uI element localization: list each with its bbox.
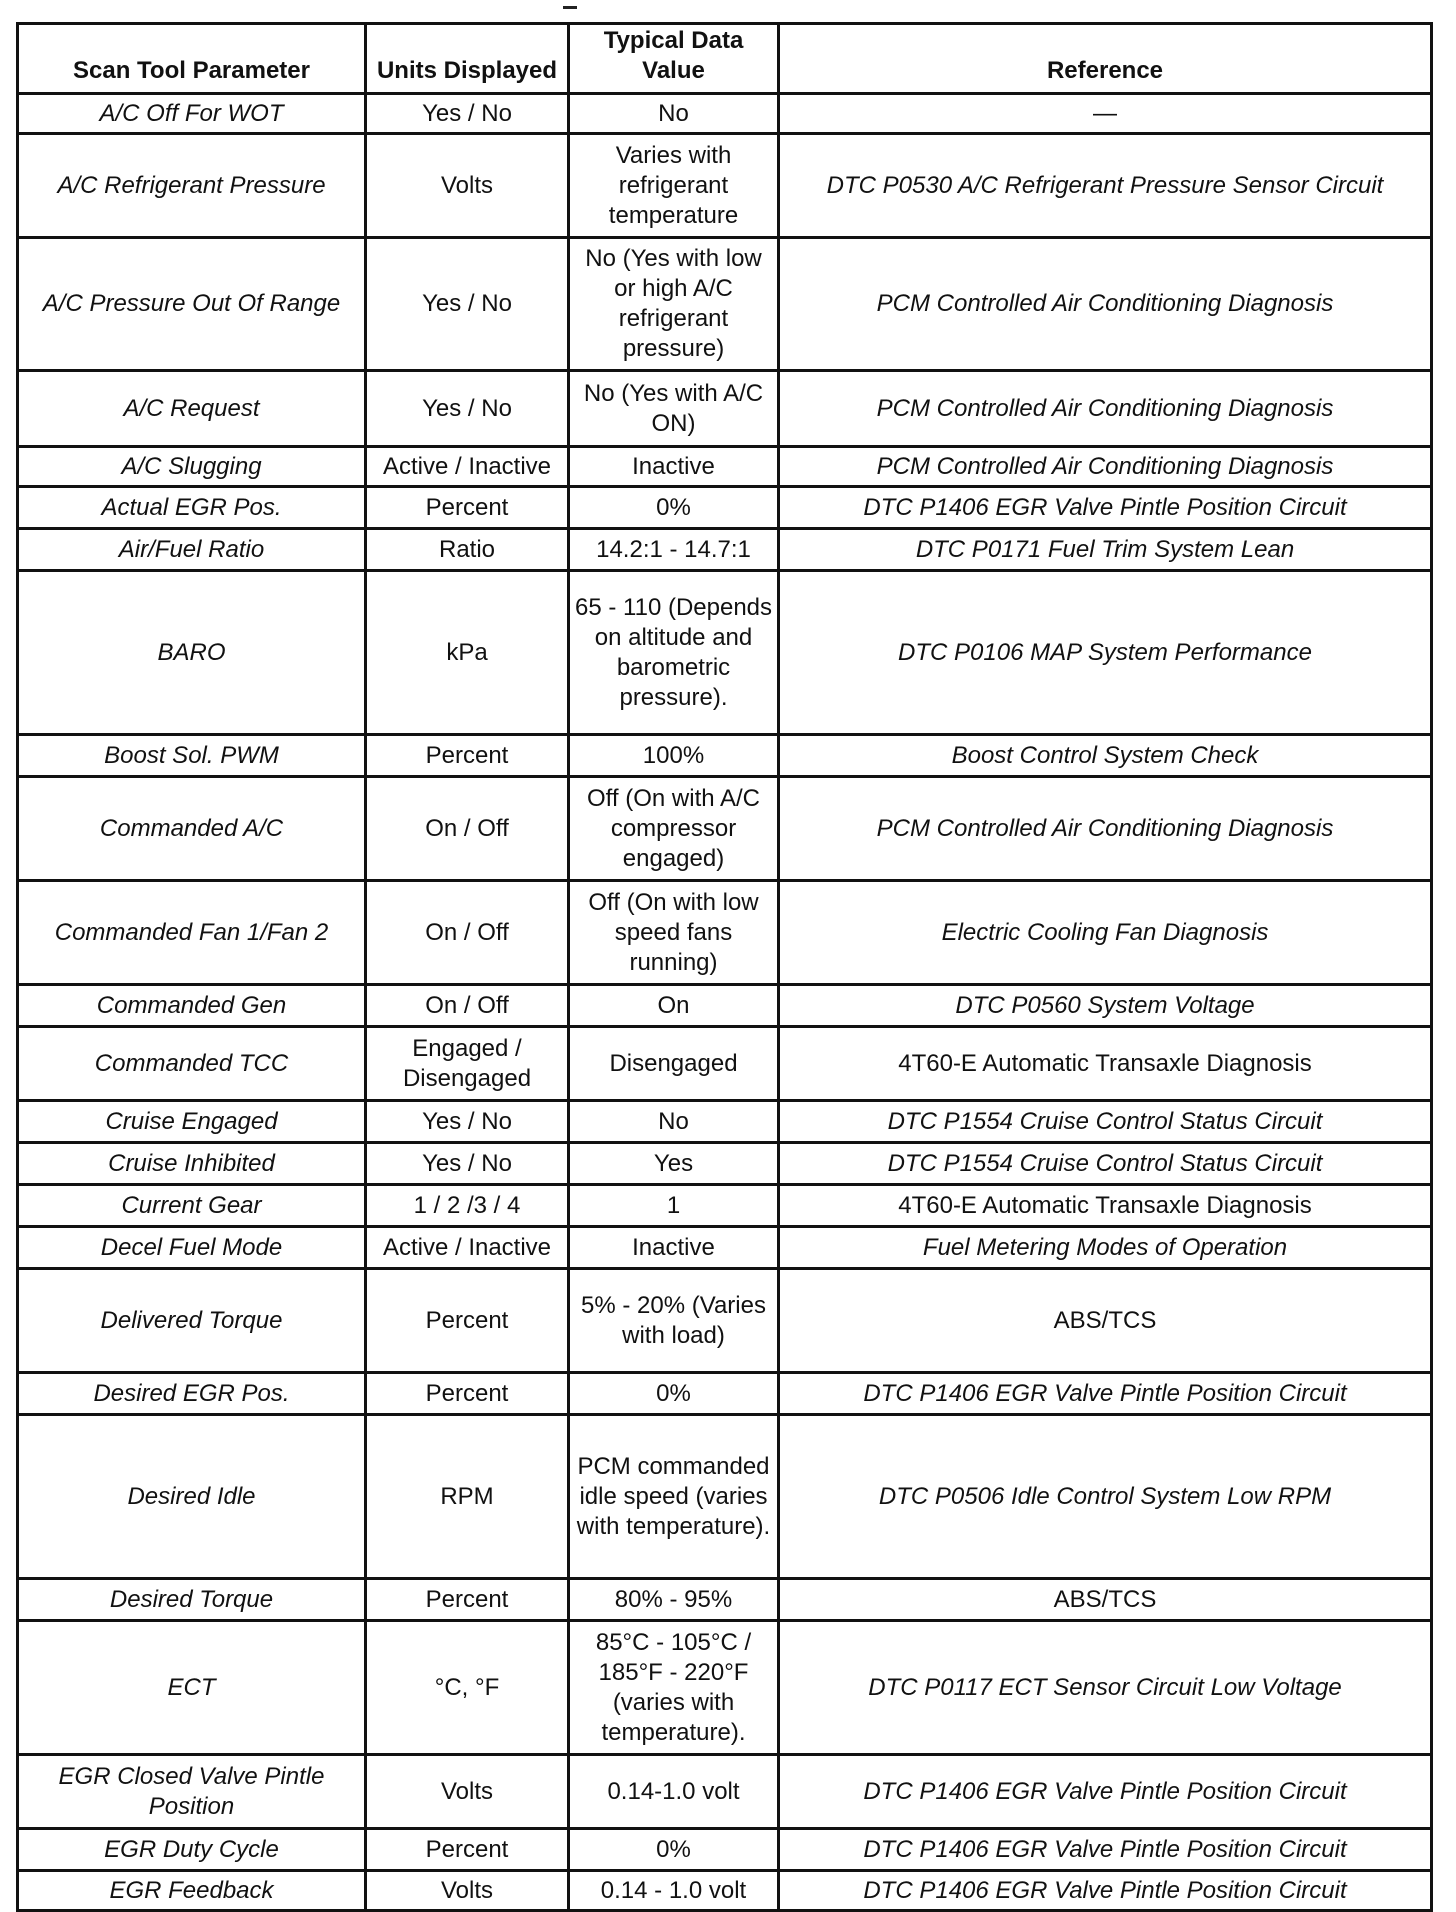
header-reference: Reference xyxy=(779,24,1432,94)
units-cell: kPa xyxy=(366,571,569,735)
units-cell: Yes / No xyxy=(366,94,569,134)
table-row xyxy=(18,735,1432,777)
parameter-cell: Commanded Gen xyxy=(18,985,366,1027)
parameter-cell: A/C Request xyxy=(18,371,366,447)
reference-cell: DTC P0506 Idle Control System Low RPM xyxy=(779,1415,1432,1579)
table-row xyxy=(18,487,1432,529)
parameter-cell: Commanded A/C xyxy=(18,777,366,881)
reference-cell: DTC P1554 Cruise Control Status Circuit xyxy=(779,1143,1432,1185)
units-cell: On / Off xyxy=(366,881,569,985)
units-cell: 1 / 2 /3 / 4 xyxy=(366,1185,569,1227)
parameter-cell: A/C Pressure Out Of Range xyxy=(18,238,366,371)
table-header xyxy=(18,24,1432,94)
parameter-cell: Cruise Engaged xyxy=(18,1101,366,1143)
units-cell: °C, °F xyxy=(366,1621,569,1755)
reference-cell: DTC P1406 EGR Valve Pintle Position Circuit xyxy=(779,1755,1432,1829)
parameter-cell: Desired Idle xyxy=(18,1415,366,1579)
table-row xyxy=(18,1143,1432,1185)
typical-value-cell: PCM commanded idle speed (varies with temperature). xyxy=(569,1415,779,1579)
table-row xyxy=(18,1829,1432,1871)
parameter-cell: Delivered Torque xyxy=(18,1269,366,1373)
typical-value-cell: 100% xyxy=(569,735,779,777)
reference-cell: Electric Cooling Fan Diagnosis xyxy=(779,881,1432,985)
typical-value-cell: 0% xyxy=(569,487,779,529)
reference-cell: PCM Controlled Air Conditioning Diagnosis xyxy=(779,371,1432,447)
units-cell: Percent xyxy=(366,1579,569,1621)
typical-value-cell: Disengaged xyxy=(569,1027,779,1101)
page-mark xyxy=(563,6,577,9)
typical-value-cell: No (Yes with A/C ON) xyxy=(569,371,779,447)
parameter-cell: A/C Slugging xyxy=(18,447,366,487)
parameter-cell: Decel Fuel Mode xyxy=(18,1227,366,1269)
typical-value-cell: 0.14 - 1.0 volt xyxy=(569,1871,779,1911)
typical-value-cell: 0% xyxy=(569,1829,779,1871)
parameter-cell: Cruise Inhibited xyxy=(18,1143,366,1185)
reference-cell: PCM Controlled Air Conditioning Diagnosis xyxy=(779,238,1432,371)
reference-cell: DTC P1406 EGR Valve Pintle Position Circuit xyxy=(779,1373,1432,1415)
parameter-cell: Commanded TCC xyxy=(18,1027,366,1101)
table-row xyxy=(18,94,1432,134)
typical-value-cell: Inactive xyxy=(569,447,779,487)
parameter-cell: Air/Fuel Ratio xyxy=(18,529,366,571)
header-typical-data-value: Typical Data Value xyxy=(569,24,779,94)
reference-cell: 4T60-E Automatic Transaxle Diagnosis xyxy=(779,1027,1432,1101)
units-cell: Volts xyxy=(366,1871,569,1911)
units-cell: Percent xyxy=(366,487,569,529)
table-row xyxy=(18,1621,1432,1755)
table-row xyxy=(18,881,1432,985)
parameter-cell: Desired EGR Pos. xyxy=(18,1373,366,1415)
parameter-cell: Desired Torque xyxy=(18,1579,366,1621)
reference-cell: Fuel Metering Modes of Operation xyxy=(779,1227,1432,1269)
table-row xyxy=(18,238,1432,371)
reference-cell: ABS/TCS xyxy=(779,1269,1432,1373)
units-cell: Yes / No xyxy=(366,238,569,371)
typical-value-cell: 80% - 95% xyxy=(569,1579,779,1621)
table-row xyxy=(18,1227,1432,1269)
table-row xyxy=(18,777,1432,881)
reference-cell: DTC P1406 EGR Valve Pintle Position Circuit xyxy=(779,487,1432,529)
typical-value-cell: 1 xyxy=(569,1185,779,1227)
typical-value-cell: 5% - 20% (Varies with load) xyxy=(569,1269,779,1373)
units-cell: Percent xyxy=(366,1373,569,1415)
reference-cell: DTC P0560 System Voltage xyxy=(779,985,1432,1027)
reference-cell: DTC P1406 EGR Valve Pintle Position Circuit xyxy=(779,1829,1432,1871)
table-row xyxy=(18,1185,1432,1227)
reference-cell: DTC P0117 ECT Sensor Circuit Low Voltage xyxy=(779,1621,1432,1755)
units-cell: Percent xyxy=(366,1829,569,1871)
typical-value-cell: On xyxy=(569,985,779,1027)
units-cell: RPM xyxy=(366,1415,569,1579)
units-cell: Yes / No xyxy=(366,371,569,447)
reference-cell: DTC P0171 Fuel Trim System Lean xyxy=(779,529,1432,571)
reference-cell: ABS/TCS xyxy=(779,1579,1432,1621)
units-cell: Engaged / Disengaged xyxy=(366,1027,569,1101)
reference-cell: DTC P1406 EGR Valve Pintle Position Circuit xyxy=(779,1871,1432,1911)
table-row xyxy=(18,1579,1432,1621)
units-cell: Volts xyxy=(366,134,569,238)
reference-cell: DTC P0106 MAP System Performance xyxy=(779,571,1432,735)
typical-value-cell: No xyxy=(569,1101,779,1143)
table-row xyxy=(18,134,1432,238)
units-cell: Yes / No xyxy=(366,1143,569,1185)
typical-value-cell: 0.14-1.0 volt xyxy=(569,1755,779,1829)
units-cell: On / Off xyxy=(366,777,569,881)
header-scan-tool-parameter: Scan Tool Parameter xyxy=(18,24,366,94)
parameter-cell: EGR Feedback xyxy=(18,1871,366,1911)
table-row xyxy=(18,447,1432,487)
reference-cell: DTC P0530 A/C Refrigerant Pressure Sensor Circuit xyxy=(779,134,1432,238)
typical-value-cell: Varies with refrigerant temperature xyxy=(569,134,779,238)
reference-cell: Boost Control System Check xyxy=(779,735,1432,777)
table-body xyxy=(18,94,1432,1911)
parameter-cell: ECT xyxy=(18,1621,366,1755)
parameter-cell: EGR Closed Valve Pintle Position xyxy=(18,1755,366,1829)
typical-value-cell: 0% xyxy=(569,1373,779,1415)
typical-value-cell: Inactive xyxy=(569,1227,779,1269)
table-row xyxy=(18,1373,1432,1415)
units-cell: Volts xyxy=(366,1755,569,1829)
table-row xyxy=(18,371,1432,447)
parameter-cell: A/C Off For WOT xyxy=(18,94,366,134)
reference-cell: — xyxy=(779,94,1432,134)
table-row xyxy=(18,985,1432,1027)
typical-value-cell: 14.2:1 - 14.7:1 xyxy=(569,529,779,571)
table-row xyxy=(18,1027,1432,1101)
units-cell: Yes / No xyxy=(366,1101,569,1143)
parameter-cell: A/C Refrigerant Pressure xyxy=(18,134,366,238)
units-cell: Percent xyxy=(366,735,569,777)
table-row xyxy=(18,1755,1432,1829)
typical-value-cell: No xyxy=(569,94,779,134)
typical-value-cell: 85°C - 105°C / 185°F - 220°F (varies with temperature). xyxy=(569,1621,779,1755)
table-row xyxy=(18,571,1432,735)
units-cell: On / Off xyxy=(366,985,569,1027)
parameter-cell: Current Gear xyxy=(18,1185,366,1227)
units-cell: Active / Inactive xyxy=(366,1227,569,1269)
parameter-cell: EGR Duty Cycle xyxy=(18,1829,366,1871)
reference-cell: PCM Controlled Air Conditioning Diagnosis xyxy=(779,447,1432,487)
typical-value-cell: Yes xyxy=(569,1143,779,1185)
table-row xyxy=(18,1101,1432,1143)
table-row xyxy=(18,1871,1432,1911)
scan-tool-data-table xyxy=(16,22,1433,1912)
typical-value-cell: 65 - 110 (Depends on altitude and barometric pressure). xyxy=(569,571,779,735)
table-row xyxy=(18,1415,1432,1579)
parameter-cell: BARO xyxy=(18,571,366,735)
typical-value-cell: Off (On with low speed fans running) xyxy=(569,881,779,985)
header-row xyxy=(18,24,1432,94)
typical-value-cell: Off (On with A/C compressor engaged) xyxy=(569,777,779,881)
units-cell: Ratio xyxy=(366,529,569,571)
header-units-displayed: Units Displayed xyxy=(366,24,569,94)
units-cell: Percent xyxy=(366,1269,569,1373)
table-row xyxy=(18,529,1432,571)
reference-cell: 4T60-E Automatic Transaxle Diagnosis xyxy=(779,1185,1432,1227)
parameter-cell: Boost Sol. PWM xyxy=(18,735,366,777)
reference-cell: PCM Controlled Air Conditioning Diagnosis xyxy=(779,777,1432,881)
parameter-cell: Commanded Fan 1/Fan 2 xyxy=(18,881,366,985)
parameter-cell: Actual EGR Pos. xyxy=(18,487,366,529)
reference-cell: DTC P1554 Cruise Control Status Circuit xyxy=(779,1101,1432,1143)
typical-value-cell: No (Yes with low or high A/C refrigerant pressure) xyxy=(569,238,779,371)
table-row xyxy=(18,1269,1432,1373)
units-cell: Active / Inactive xyxy=(366,447,569,487)
